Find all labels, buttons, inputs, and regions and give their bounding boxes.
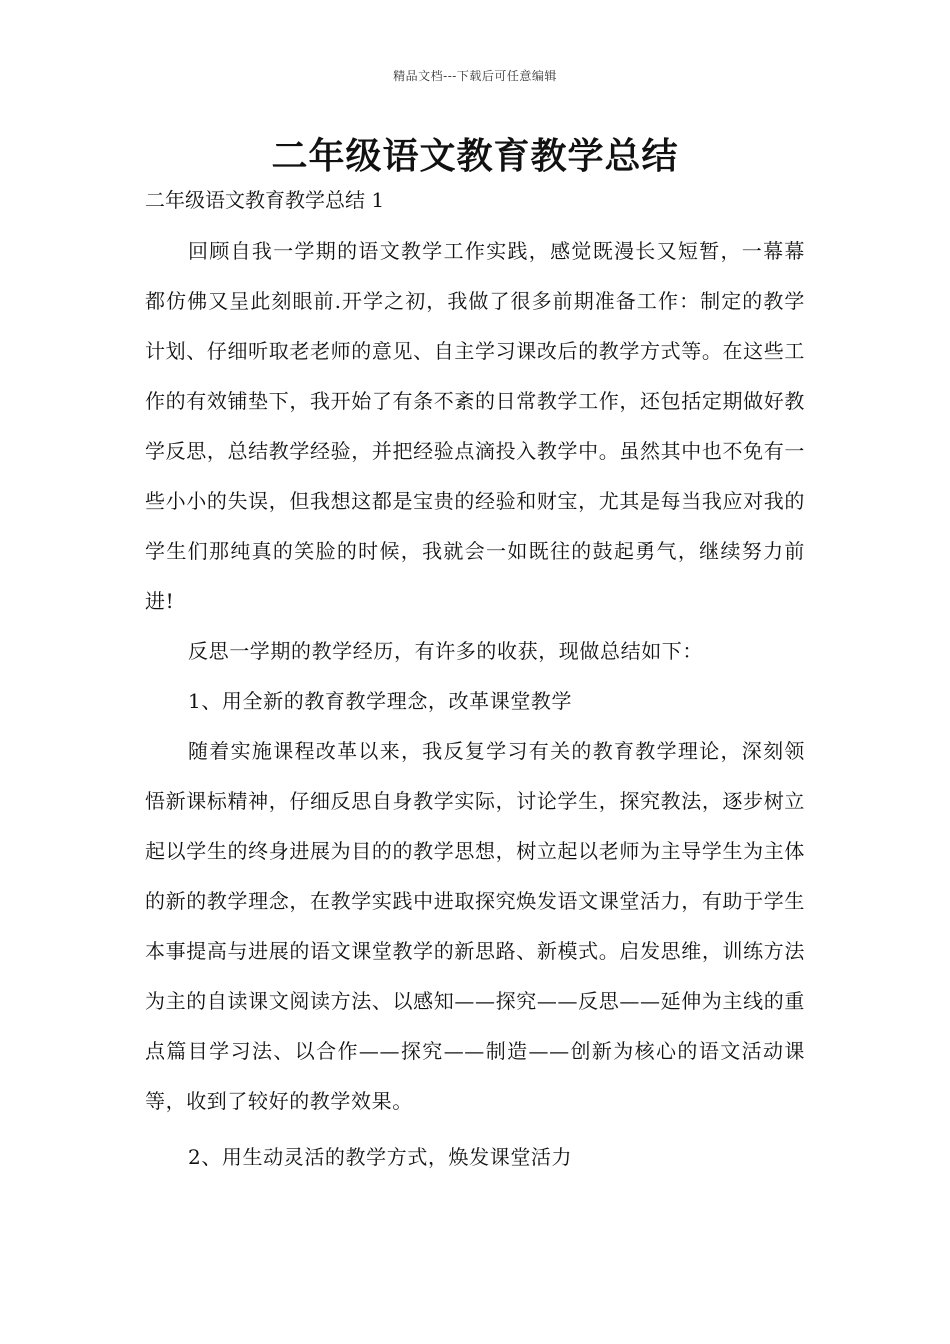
paragraph-review: 回顾自我一学期的语文教学工作实践，感觉既漫长又短暂，一幕幕都仿佛又呈此刻眼前.开学之初，我做了很多前期准备工作：制定的教学计划、仔细听取老老师的意见、自主学习课改后的教学方式等。在这些工作的有效铺垫下，我开始了有条不紊的日常教学工作，还包括定期做好教学反思，总结教学经验，并把经验点滴投入教学中。虽然其中也不免有一些小小的失误，但我想这都是宝贵的经验和财宝，尤其是每当我应对我的学生们那纯真的笑脸的时候，我就会一如既往的鼓起勇气，继续努力前进! <box>145 239 805 613</box>
header-note: 精品文档---下载后可任意编辑 <box>393 69 557 83</box>
section-heading: 二年级语文教育教学总结 1 <box>145 188 385 212</box>
paragraph-reform: 随着实施课程改革以来，我反复学习有关的教育教学理论，深刻领悟新课标精神，仔细反思自身教学实际，讨论学生，探究教法，逐步树立起以学生的终身进展为目的的教学思想，树立起以老师为主导学生为主体的新的教学理念，在教学实践中进取探究焕发语文课堂活力，有助于学生本事提高与进展的语文课堂教学的新思路、新模式。启发思维，训练方法为主的自读课文阅读方法、以感知——探究——反思——延伸为主线的重点篇目学习法、以合作——探究——制造——创新为核心的语文活动课等，收到了较好的教学效果。 <box>145 739 805 1113</box>
item-heading-1: 1、用全新的教育教学理念，改革课堂教学 <box>188 689 573 713</box>
item-heading-2: 2、用生动灵活的教学方式，焕发课堂活力 <box>188 1145 573 1169</box>
paragraph-reflection: 反思一学期的教学经历，有许多的收获，现做总结如下： <box>188 639 703 663</box>
document-body <box>145 182 805 1182</box>
document-title: 二年级语文教育教学总结 <box>271 136 679 177</box>
